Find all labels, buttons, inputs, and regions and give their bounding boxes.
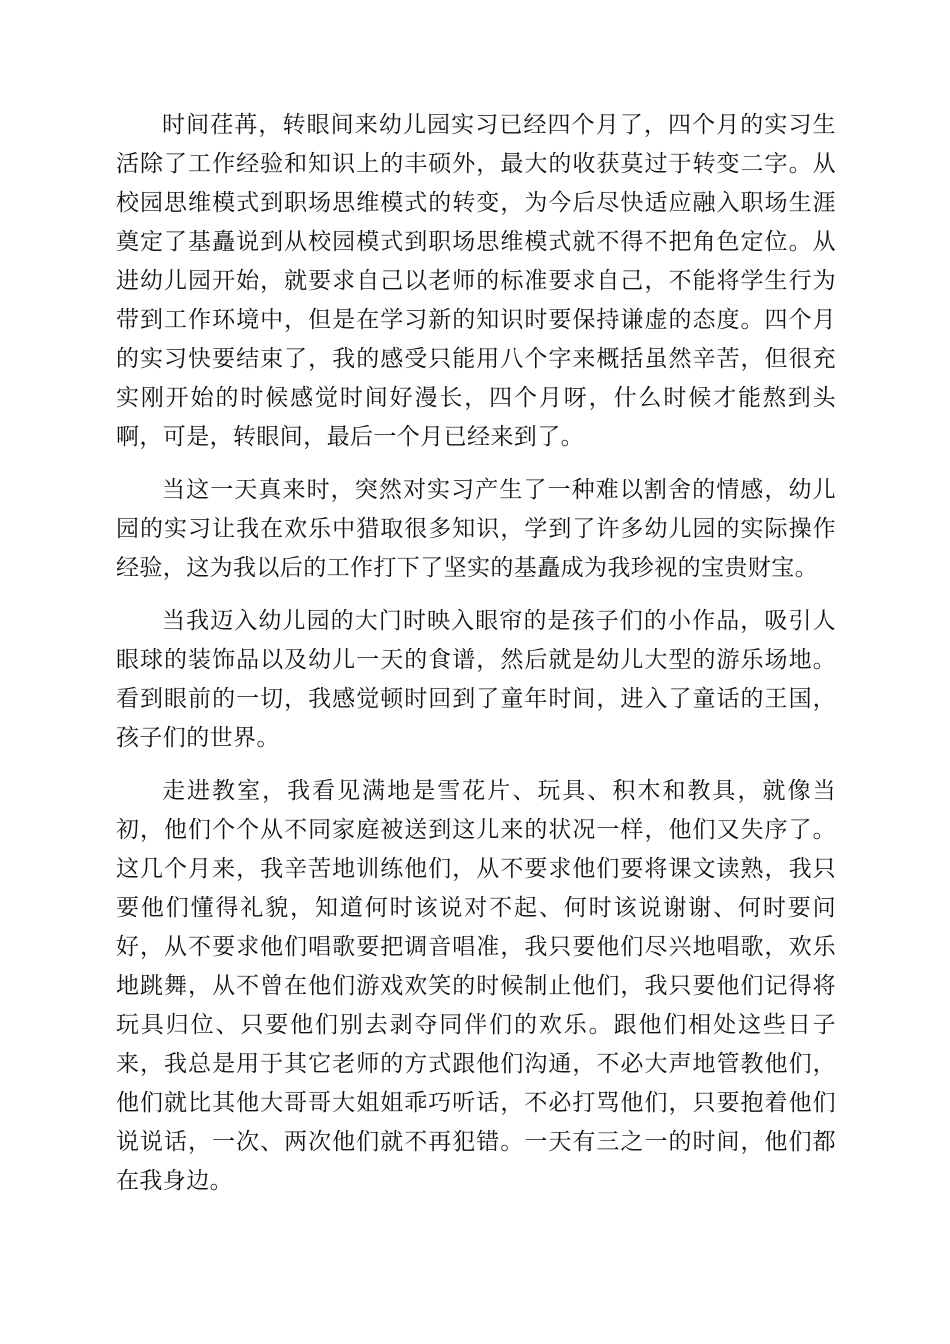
paragraph: 当我迈入幼儿园的大门时映入眼帘的是孩子们的小作品，吸引人眼球的装饰品以及幼儿一天的食谱，然后就是幼儿大型的游乐场地。看到眼前的一切，我感觉顿时回到了童年时间，进入了童话的王国，孩子们的世界。 xyxy=(116,608,836,751)
paragraph: 走进教室，我看见满地是雪花片、玩具、积木和教具，就像当初，他们个个从不同家庭被送到这儿来的状况一样，他们又失序了。这几个月来，我辛苦地训练他们，从不要求他们要将课文读熟，我只要他们懂得礼貌，知道何时该说对不起、何时该说谢谢、何时要问好，从不要求他们唱歌要把调音唱准，我只要他们尽兴地唱歌，欢乐地跳舞，从不曾在他们游戏欢笑的时候制止他们，我只要他们记得将玩具归位、只要他们别去剥夺同伴们的欢乐。跟他们相处这些日子来，我总是用于其它老师的方式跟他们沟通，不必大声地管教他们，他们就比其他大哥哥大姐姐乖巧听话，不必打骂他们，只要抱着他们说说话，一次、两次他们就不再犯错。一天有三之一的时间，他们都在我身边。 xyxy=(116,778,836,1194)
document-body xyxy=(116,106,836,1215)
paragraph: 当这一天真来时，突然对实习产生了一种难以割舍的情感，幼儿园的实习让我在欢乐中猎取很多知识，学到了许多幼儿园的实际操作经验，这为我以后的工作打下了坚实的基矗成为我珍视的宝贵财宝。 xyxy=(116,477,836,581)
paragraph: 时间荏苒，转眼间来幼儿园实习已经四个月了，四个月的实习生活除了工作经验和知识上的丰硕外，最大的收获莫过于转变二字。从校园思维模式到职场思维模式的转变，为今后尽快适应融入职场生涯奠定了基矗说到从校园模式到职场思维模式就不得不把角色定位。从进幼儿园开始，就要求自己以老师的标准要求自己，不能将学生行为带到工作环境中，但是在学习新的知识时要保持谦虚的态度。四个月的实习快要结束了，我的感受只能用八个字来概括虽然辛苦，但很充实刚开始的时候感觉时间好漫长，四个月呀，什么时候才能熬到头啊，可是，转眼间，最后一个月已经来到了。 xyxy=(116,112,836,450)
